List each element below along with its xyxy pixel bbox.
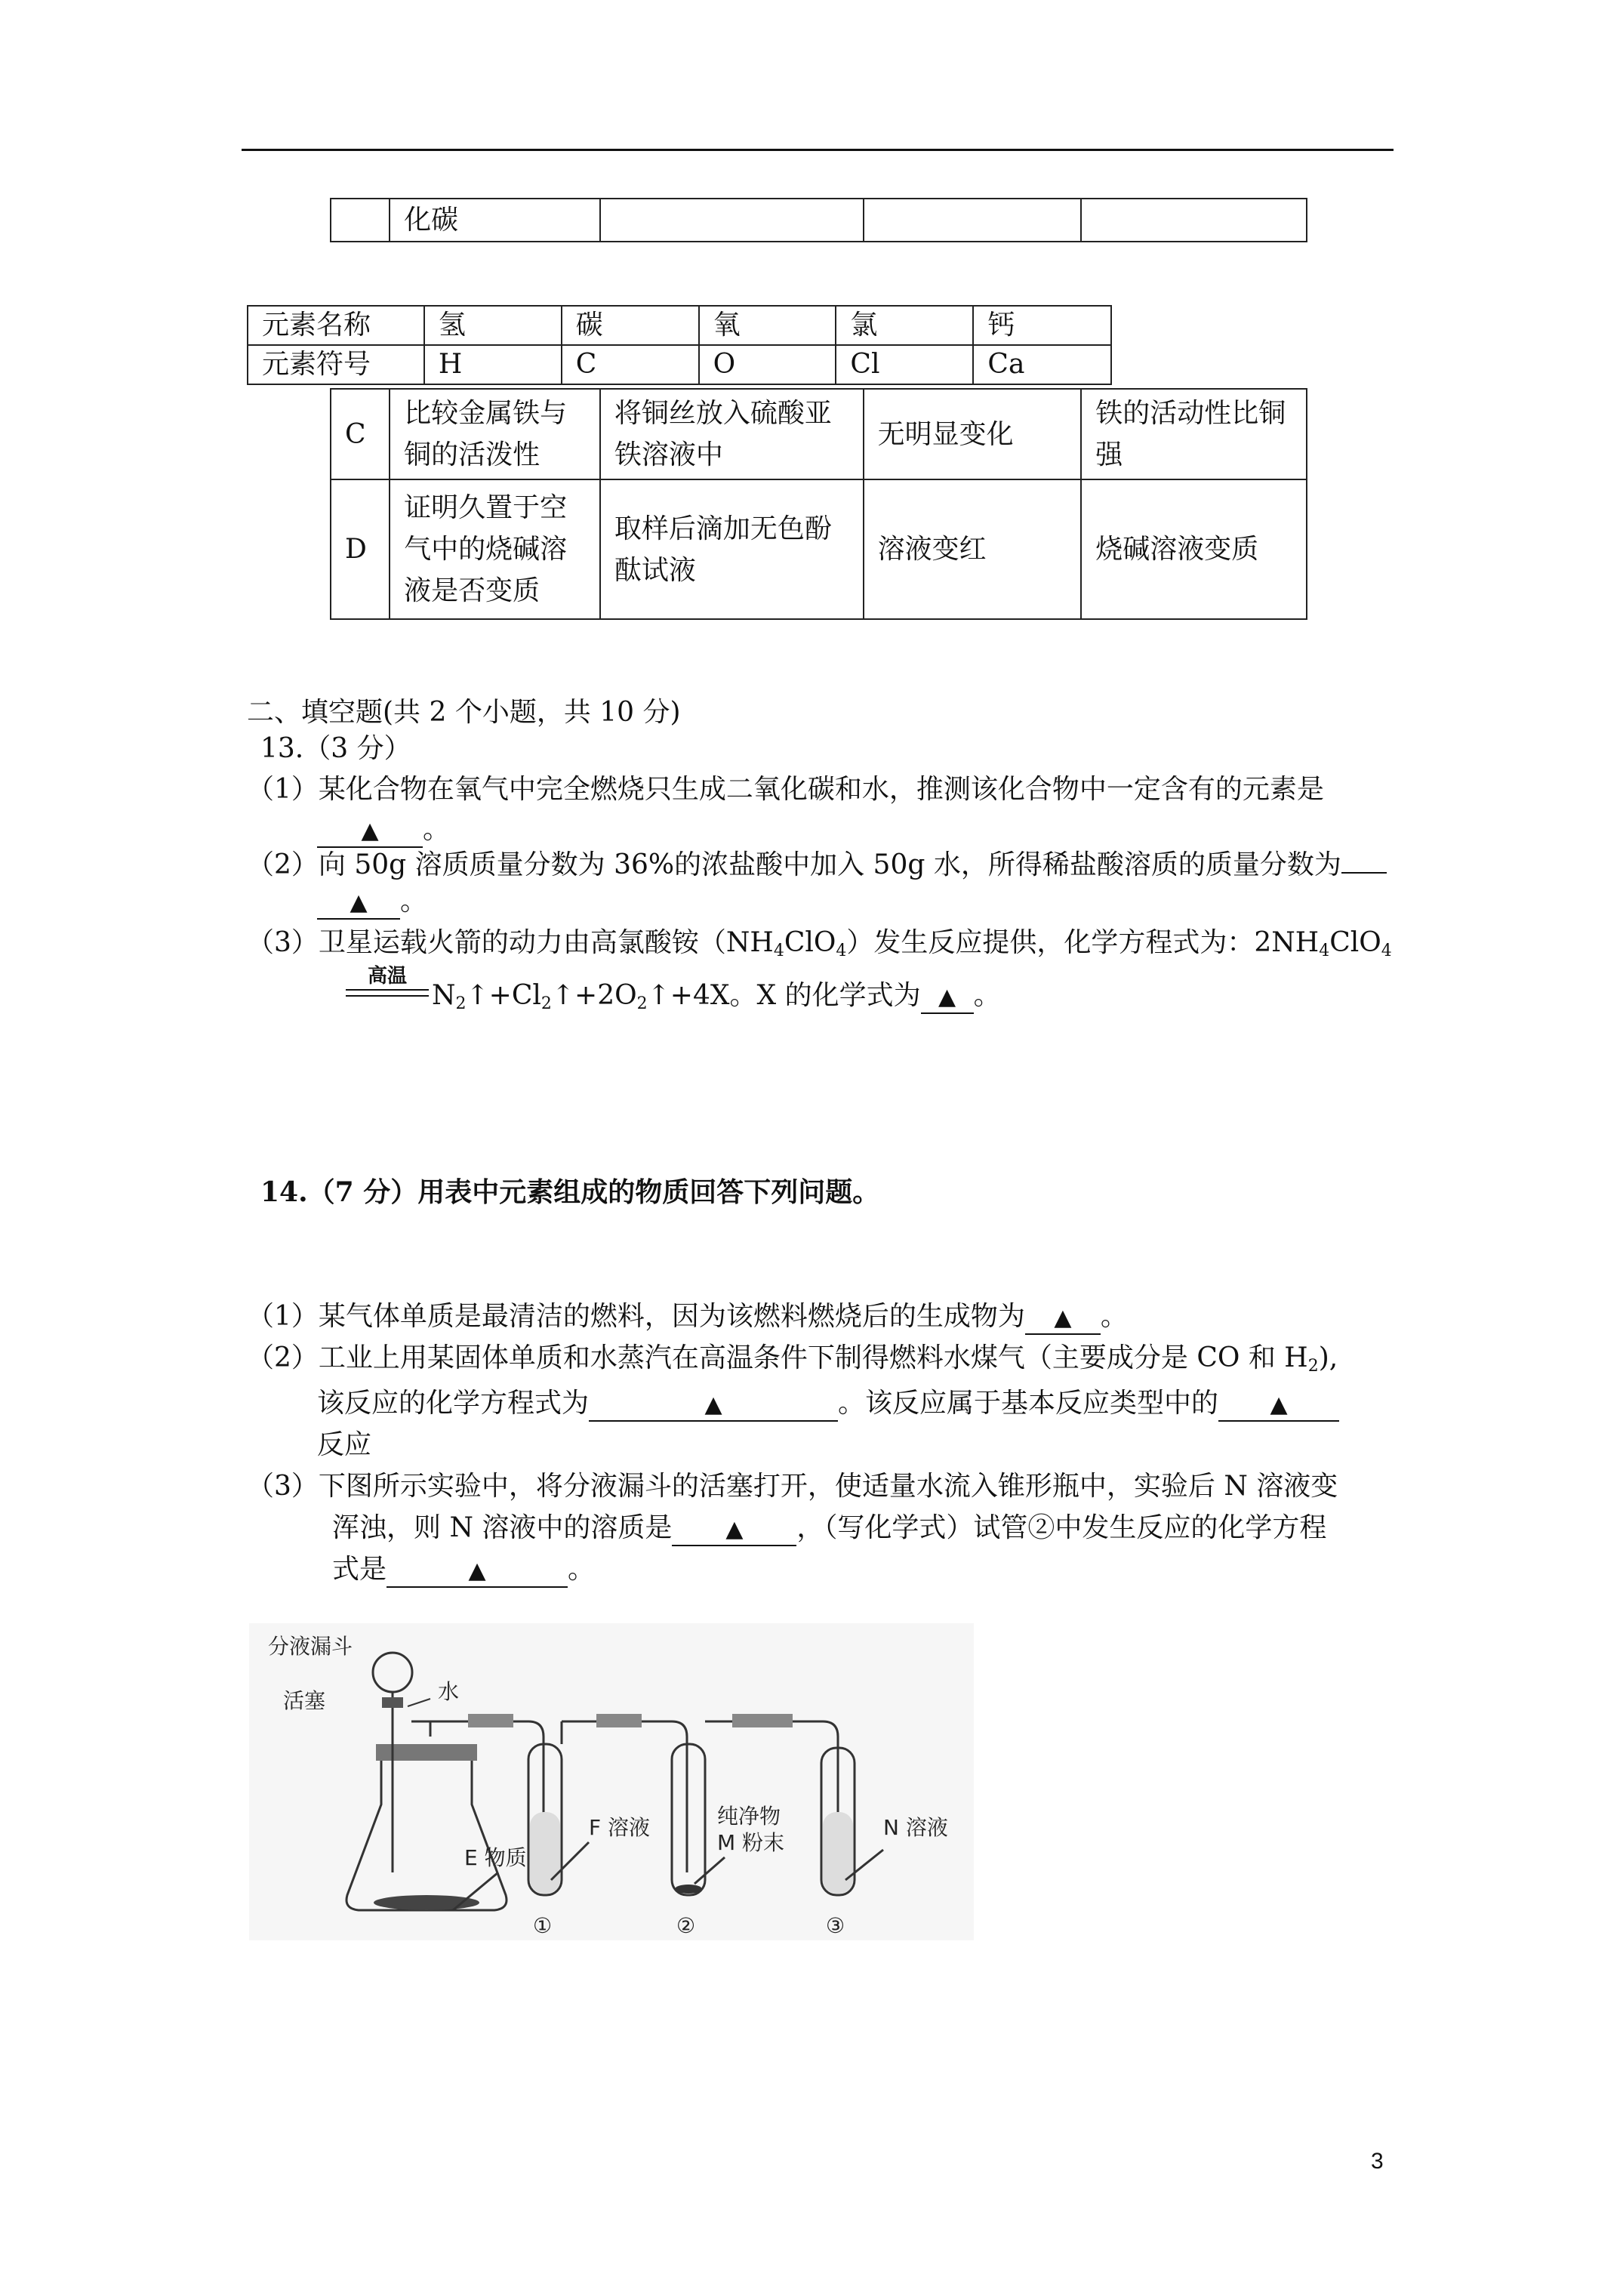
equals-line [346,995,429,997]
f-solution-liquid [530,1812,560,1894]
text: ↑+2O [551,980,637,1011]
label-water: 水 [438,1679,460,1704]
answer-blank[interactable] [589,1388,838,1422]
table-row [331,479,1307,619]
text: ，（写化学式）试管②中发生反应的化学方程 [796,1512,1327,1543]
row-label: C [331,389,390,479]
header-rule [242,149,1394,151]
table-cell: 钙 [973,306,1111,345]
table-row [331,389,1307,479]
label-m-powder-1: 纯净物 [717,1804,781,1829]
table-cell: 元素名称 [248,306,424,345]
q13-part2-answer [317,883,427,920]
subscript: 4 [836,942,847,960]
text: 式是 [332,1554,387,1585]
q13-part1-answer [317,812,450,848]
punct: 。 [400,886,428,917]
q13-part1: （1）某化合物在氧气中完全燃烧只生成二氧化碳和水，推测该化合物中一定含有的元素是 [247,774,1324,805]
punct: 。 [568,1554,596,1585]
table-cell: Cl [836,345,973,384]
stopcock [382,1697,403,1708]
question-13-head: 13.（3 分） [260,733,411,764]
text: ), [1318,1342,1338,1373]
table-cell: 氧 [699,306,836,345]
text: 浑浊，则 N 溶液中的溶质是 [332,1512,673,1543]
q14-part2 [247,1340,1338,1376]
subscript: 2 [636,994,648,1013]
blank-marker: ▲ [468,1558,486,1584]
conclusion-cell: 烧碱溶液变质 [1081,479,1307,619]
label-m-powder-2: M 粉末 [717,1830,785,1855]
label-n-solution: N 溶液 [883,1815,948,1840]
subscript: 4 [1319,942,1330,960]
answer-blank[interactable] [317,815,423,848]
table-cell: 氢 [424,306,562,345]
answer-blank[interactable] [317,886,400,920]
q14-part2-line3: 反应 [317,1429,372,1460]
answer-blank[interactable] [387,1555,568,1588]
equals-line [346,989,429,991]
blank-marker: ▲ [350,889,368,916]
q13-part3-equation [432,978,1001,1014]
table-cell: C [562,345,699,384]
table-cell [331,199,390,242]
text: （3）卫星运载火箭的动力由高氯酸铵（NH [247,927,774,958]
question-14-head: 14.（7 分）用表中元素组成的物质回答下列问题。 [260,1176,880,1208]
table-cell: 化碳 [390,199,600,242]
punct: 。 [423,814,451,845]
label-stopcock: 活塞 [283,1688,326,1713]
table-cell: H [424,345,562,384]
answer-blank-start[interactable] [1341,872,1387,874]
text: ↑+4X。X 的化学式为 [647,980,921,1011]
blank-marker: ▲ [938,984,956,1010]
subscript: 2 [1307,1357,1319,1376]
answer-blank[interactable] [1218,1388,1339,1422]
operation-cell: 将铜丝放入硫酸亚铁溶液中 [600,389,864,479]
rubber-tube [732,1714,793,1727]
phenomenon-cell: 无明显变化 [864,389,1082,479]
subscript: 4 [1381,942,1392,960]
element-table [247,305,1112,385]
label-f-solution: F 溶液 [589,1815,651,1840]
text: （2）工业上用某固体单质和水蒸汽在高温条件下制得燃料水煤气（主要成分是 CO 和 H [247,1342,1308,1373]
label-funnel: 分液漏斗 [268,1634,353,1659]
section-title: 二、填空题(共 2 个小题，共 10 分) [247,697,681,728]
answer-blank[interactable] [1025,1302,1101,1335]
q14-part3-line2 [332,1510,1326,1546]
table-cell: O [699,345,836,384]
label-tube-3: ③ [826,1913,845,1938]
table-cell [600,199,864,242]
blank-marker: ▲ [361,818,379,844]
q14-part1 [247,1299,1128,1335]
purpose-cell: 证明久置于空气中的烧碱溶液是否变质 [390,479,600,619]
label-tube-1: ① [533,1913,553,1938]
operation-cell: 取样后滴加无色酚酞试液 [600,479,864,619]
rubber-tube [596,1714,642,1727]
experiment-apparatus-diagram [249,1623,974,1940]
blank-marker: ▲ [704,1391,722,1418]
m-powder [675,1885,702,1894]
text: N [432,980,456,1011]
phenomenon-cell: 溶液变红 [864,479,1082,619]
label-e-substance: E 物质 [464,1845,527,1870]
q14-part3-line3 [332,1552,595,1588]
flask-stopper [376,1744,477,1761]
q13-part3 [247,925,1392,961]
label-tube-2: ② [676,1913,696,1938]
table-cell [864,199,1082,242]
n-solution-liquid [823,1812,853,1894]
row-label: D [331,479,390,619]
text: ClO [784,927,836,958]
answer-blank[interactable] [921,981,974,1014]
experiment-table [330,388,1307,620]
condition-label: 高温 [367,965,407,988]
table-continuation [330,198,1307,242]
text: （1）某气体单质是最清洁的燃料，因为该燃料燃烧后的生成物为 [247,1301,1025,1332]
subscript: 4 [773,942,784,960]
table-cell: 元素符号 [248,345,424,384]
page-number: 3 [1371,2149,1384,2174]
table-row [248,345,1111,384]
conclusion-cell: 铁的活动性比铜强 [1081,389,1307,479]
purpose-cell: 比较金属铁与铜的活泼性 [390,389,600,479]
punct: 。 [1100,1301,1128,1332]
table-cell: 碳 [562,306,699,345]
rubber-tube [468,1714,513,1727]
table-cell [1081,199,1307,242]
blank-marker: ▲ [725,1516,744,1542]
q14-part3: （3）下图所示实验中，将分液漏斗的活塞打开，使适量水流入锥形瓶中，实验后 N 溶液变 [247,1471,1338,1502]
subscript: 2 [540,994,552,1013]
table-cell: Ca [973,345,1111,384]
q13-part2-text: （2）向 50g 溶质质量分数为 36%的浓盐酸中加入 50g 水，所得稀盐酸溶质的质量分数为 [247,849,1341,880]
text: 该反应的化学方程式为 [317,1388,590,1419]
text: ClO [1329,927,1381,958]
blank-marker: ▲ [1054,1305,1072,1331]
answer-blank[interactable] [672,1513,796,1546]
reaction-condition [346,966,429,1004]
table-row [248,306,1111,345]
table-row [331,199,1307,242]
subscript: 2 [455,994,467,1013]
q13-part2 [247,847,1387,883]
q14-part2-line2 [317,1385,1339,1422]
text: 。该反应属于基本反应类型中的 [838,1388,1219,1419]
table-cell: 氯 [836,306,973,345]
punct: 。 [973,980,1001,1011]
diagram-background [249,1623,974,1940]
text: ↑+Cl [466,980,541,1011]
blank-marker: ▲ [1270,1391,1288,1418]
text: ）发生反应提供，化学方程式为：2NH [846,927,1320,958]
